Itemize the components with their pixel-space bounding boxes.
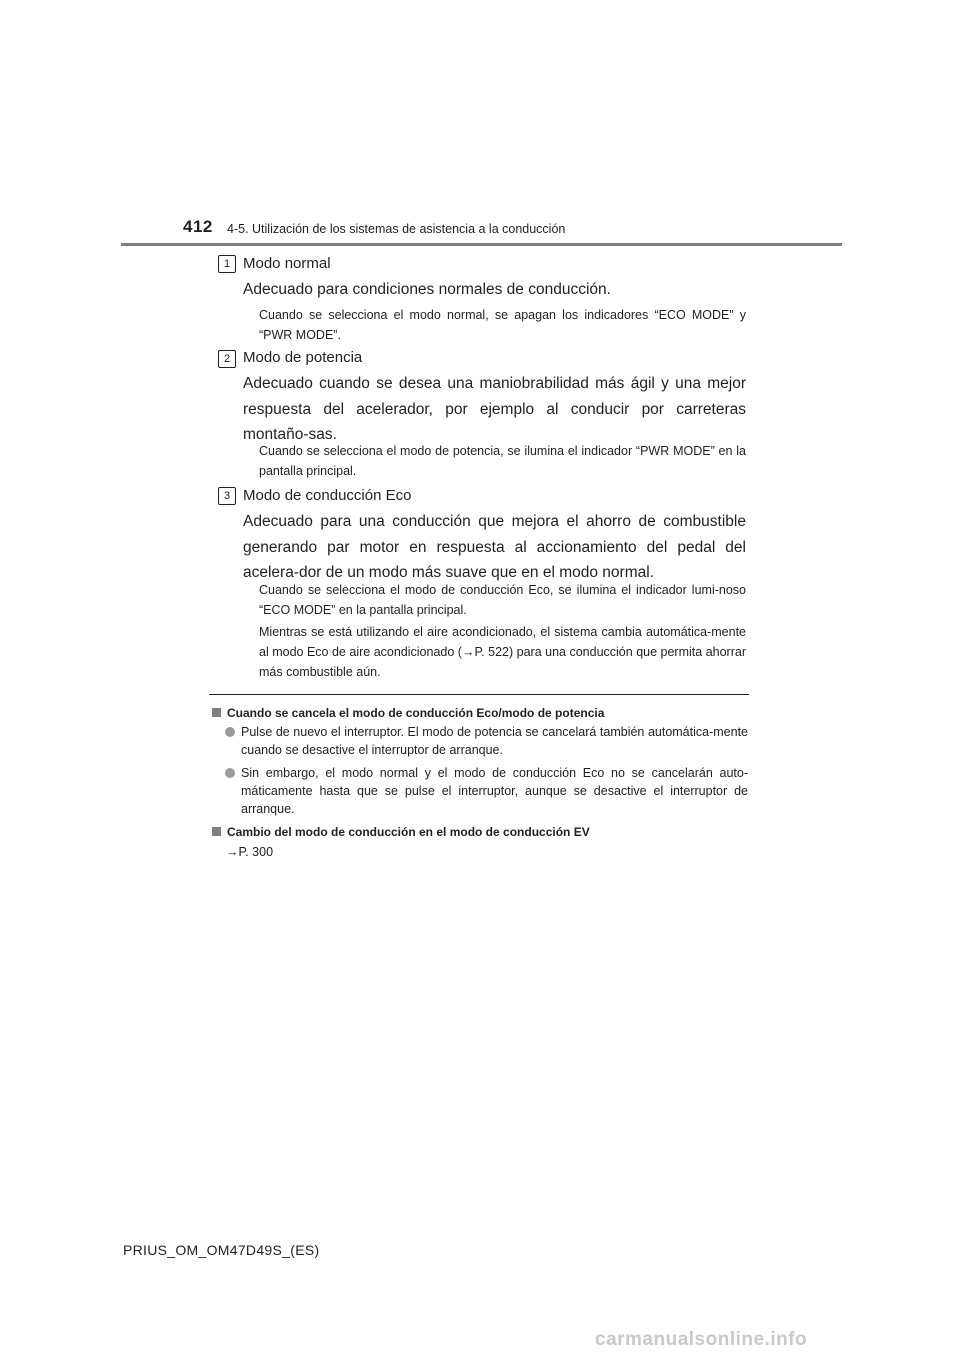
mode-title-eco: Modo de conducción Eco <box>243 487 412 504</box>
circle-bullet-icon <box>225 768 235 778</box>
mode-note-power: Cuando se selecciona el modo de potencia, se ilumina el indicador “PWR MODE” en la pantalla principal. <box>259 444 746 478</box>
mode-note-eco-1: Cuando se selecciona el modo de conducción Eco, se ilumina el indicador lumi-noso “ECO MODE” en la pantalla principal. <box>259 583 746 617</box>
step-badge-3: 3 <box>218 487 236 505</box>
mode-title-power: Modo de potencia <box>243 349 363 366</box>
section-title: 4-5. Utilización de los sistemas de asistencia a la conducción <box>227 222 566 236</box>
step-badge-2: 2 <box>218 350 236 368</box>
mode-description-normal: Adecuado para condiciones normales de conducción. <box>243 281 611 298</box>
mode-note-eco-2: Mientras se está utilizando el aire acondicionado, el sistema cambia automática-mente al modo Eco de aire acondicionado (→P. 522) para una conducción que permita ahorrar más combustible aún. <box>259 625 746 679</box>
square-bullet-icon <box>212 827 221 836</box>
note-heading-ev <box>212 825 752 839</box>
note-bullet-1-text: Pulse de nuevo el interruptor. El modo de potencia se cancelará también automática-mente cuando se desactive el interruptor de arranque. <box>241 725 748 757</box>
note-bullet-2 <box>225 764 748 818</box>
document-code: PRIUS_OM_OM47D49S_(ES) <box>123 1242 320 1258</box>
page-number: 412 <box>183 217 213 236</box>
ev-page-reference: →P. 300 <box>226 845 274 859</box>
header-divider <box>121 243 842 246</box>
step-badge-1: 1 <box>218 255 236 273</box>
mode-description-power: Adecuado cuando se desea una maniobrabilidad más ágil y una mejor respuesta del acelerador, por ejemplo al conducir por carreteras montaño-sas. <box>243 375 746 443</box>
circle-bullet-icon <box>225 727 235 737</box>
watermark: carmanualsonline.info <box>595 1329 808 1350</box>
mode-title-normal: Modo normal <box>243 255 331 272</box>
mode-note-normal: Cuando se selecciona el modo normal, se apagan los indicadores “ECO MODE” y “PWR MODE”. <box>259 308 746 342</box>
note-bullet-2-text: Sin embargo, el modo normal y el modo de conducción Eco no se cancelarán auto-máticamente hasta que se pulse el interruptor, aunque se desactive el interruptor de arranque. <box>241 766 748 816</box>
note-heading-cancel <box>212 706 752 720</box>
square-bullet-icon <box>212 708 221 717</box>
note-heading-ev-text: Cambio del modo de conducción en el modo de conducción EV <box>227 825 590 839</box>
note-bullet-1 <box>225 723 748 759</box>
notes-divider <box>209 694 749 695</box>
mode-description-eco: Adecuado para una conducción que mejora el ahorro de combustible generando par motor en respuesta al accionamiento del pedal del acelera-dor de un modo más suave que en el modo normal. <box>243 513 746 581</box>
note-heading-cancel-text: Cuando se cancela el modo de conducción Eco/modo de potencia <box>227 706 605 720</box>
